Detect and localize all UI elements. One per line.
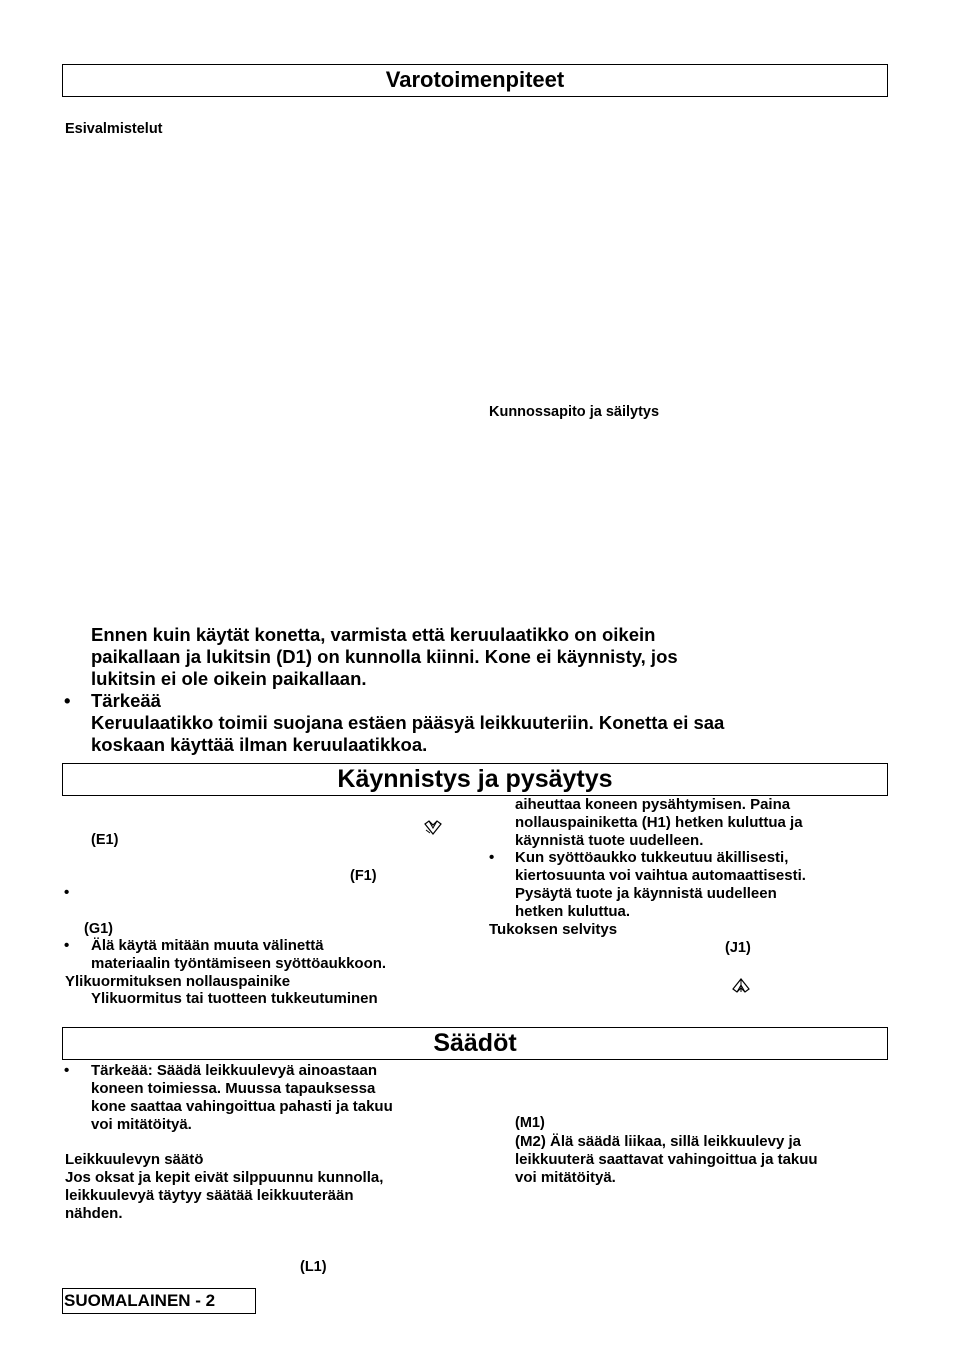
ref-f1: (F1): [350, 868, 377, 884]
bullet: •: [489, 849, 495, 866]
bullet: •: [64, 690, 71, 711]
adjust-important-line-1: Tärkeää: Säädä leikkuulevyä ainoastaan: [91, 1062, 377, 1079]
clearing-heading: Tukoksen selvitys: [489, 921, 618, 938]
adjust-important-line-3: kone saattaa vahingoittua pahasti ja takuu: [91, 1098, 393, 1115]
intro-line-3: lukitsin ei ole oikein paikallaan.: [91, 668, 367, 689]
section-header-adjustments: [62, 1027, 888, 1060]
important-line-2: koskaan käyttää ilman keruulaatikkoa.: [91, 734, 428, 755]
blockage-line-3: Pysäytä tuote ja käynnistä uudelleen: [515, 885, 777, 902]
overload-line: Ylikuormitus tai tuotteen tukkeutuminen: [91, 990, 378, 1007]
section-title-start-stop: Käynnistys ja pysäytys: [337, 765, 613, 793]
section-title-adjustments: Säädöt: [433, 1029, 517, 1057]
bullet: •: [64, 884, 70, 901]
blockage-line-4: hetken kuluttua.: [515, 903, 631, 920]
important-label: Tärkeää: [91, 690, 161, 711]
bullet: •: [64, 1062, 70, 1079]
blade-line-2: leikkuulevyä täytyy säätää leikkuuterään: [65, 1187, 354, 1204]
blockage-line-2: kiertosuunta voi vaihtua automaattisesti.: [515, 867, 806, 884]
m2-line-3: voi mitätöityä.: [515, 1169, 616, 1186]
section-header-start-stop: [62, 763, 888, 796]
section-header-precautions: [62, 64, 888, 97]
right-line-1: aiheuttaa koneen pysähtymisen. Paina: [515, 796, 791, 813]
do-not-use-line-2: materiaalin työntämiseen syöttöaukkoon.: [91, 955, 387, 972]
rotation-reverse-icon: [730, 976, 752, 999]
footer-label: SUOMALAINEN - 2: [64, 1291, 216, 1310]
blockage-line-1: Kun syöttöaukko tukkeutuu äkillisesti,: [515, 849, 789, 866]
blade-line-1: Jos oksat ja kepit eivät silppuunnu kunnolla,: [65, 1169, 384, 1186]
bullet: •: [64, 937, 70, 954]
ref-l1: (L1): [300, 1259, 327, 1275]
important-line-1: Keruulaatikko toimii suojana estäen pääsyä leikkuuteriin. Konetta ei saa: [91, 712, 725, 733]
blade-heading: Leikkuulevyn säätö: [65, 1151, 204, 1168]
page-footer: [62, 1288, 256, 1314]
adjust-important-line-4: voi mitätöityä.: [91, 1116, 192, 1133]
right-line-3: käynnistä tuote uudelleen.: [515, 832, 704, 849]
rotation-forward-icon: [422, 819, 444, 842]
blade-line-3: nähden.: [65, 1205, 123, 1222]
overload-heading: Ylikuormituksen nollauspainike: [65, 973, 291, 990]
maintenance-heading: Kunnossapito ja säilytys: [489, 404, 660, 420]
ref-m1: (M1): [515, 1115, 545, 1131]
right-line-2: nollauspainiketta (H1) hetken kuluttua ja: [515, 814, 803, 831]
ref-j1: (J1): [725, 940, 751, 956]
intro-line-2: paikallaan ja lukitsin (D1) on kunnolla kiinni. Kone ei käynnisty, jos: [91, 646, 678, 667]
do-not-use-line-1: Älä käytä mitään muuta välinettä: [91, 937, 324, 954]
intro-line-1: Ennen kuin käytät konetta, varmista että keruulaatikko on oikein: [91, 624, 656, 645]
m2-line-2: leikkuuterä saattavat vahingoittua ja takuu: [515, 1151, 818, 1168]
m2-line-1: (M2) Älä säädä liikaa, sillä leikkuulevy ja: [515, 1133, 801, 1150]
ref-g1: (G1): [84, 921, 113, 937]
preparations-heading: Esivalmistelut: [65, 121, 163, 137]
ref-e1: (E1): [91, 832, 119, 848]
adjust-important-line-2: koneen toimiessa. Muussa tapauksessa: [91, 1080, 376, 1097]
section-title-precautions: Varotoimenpiteet: [385, 67, 565, 92]
